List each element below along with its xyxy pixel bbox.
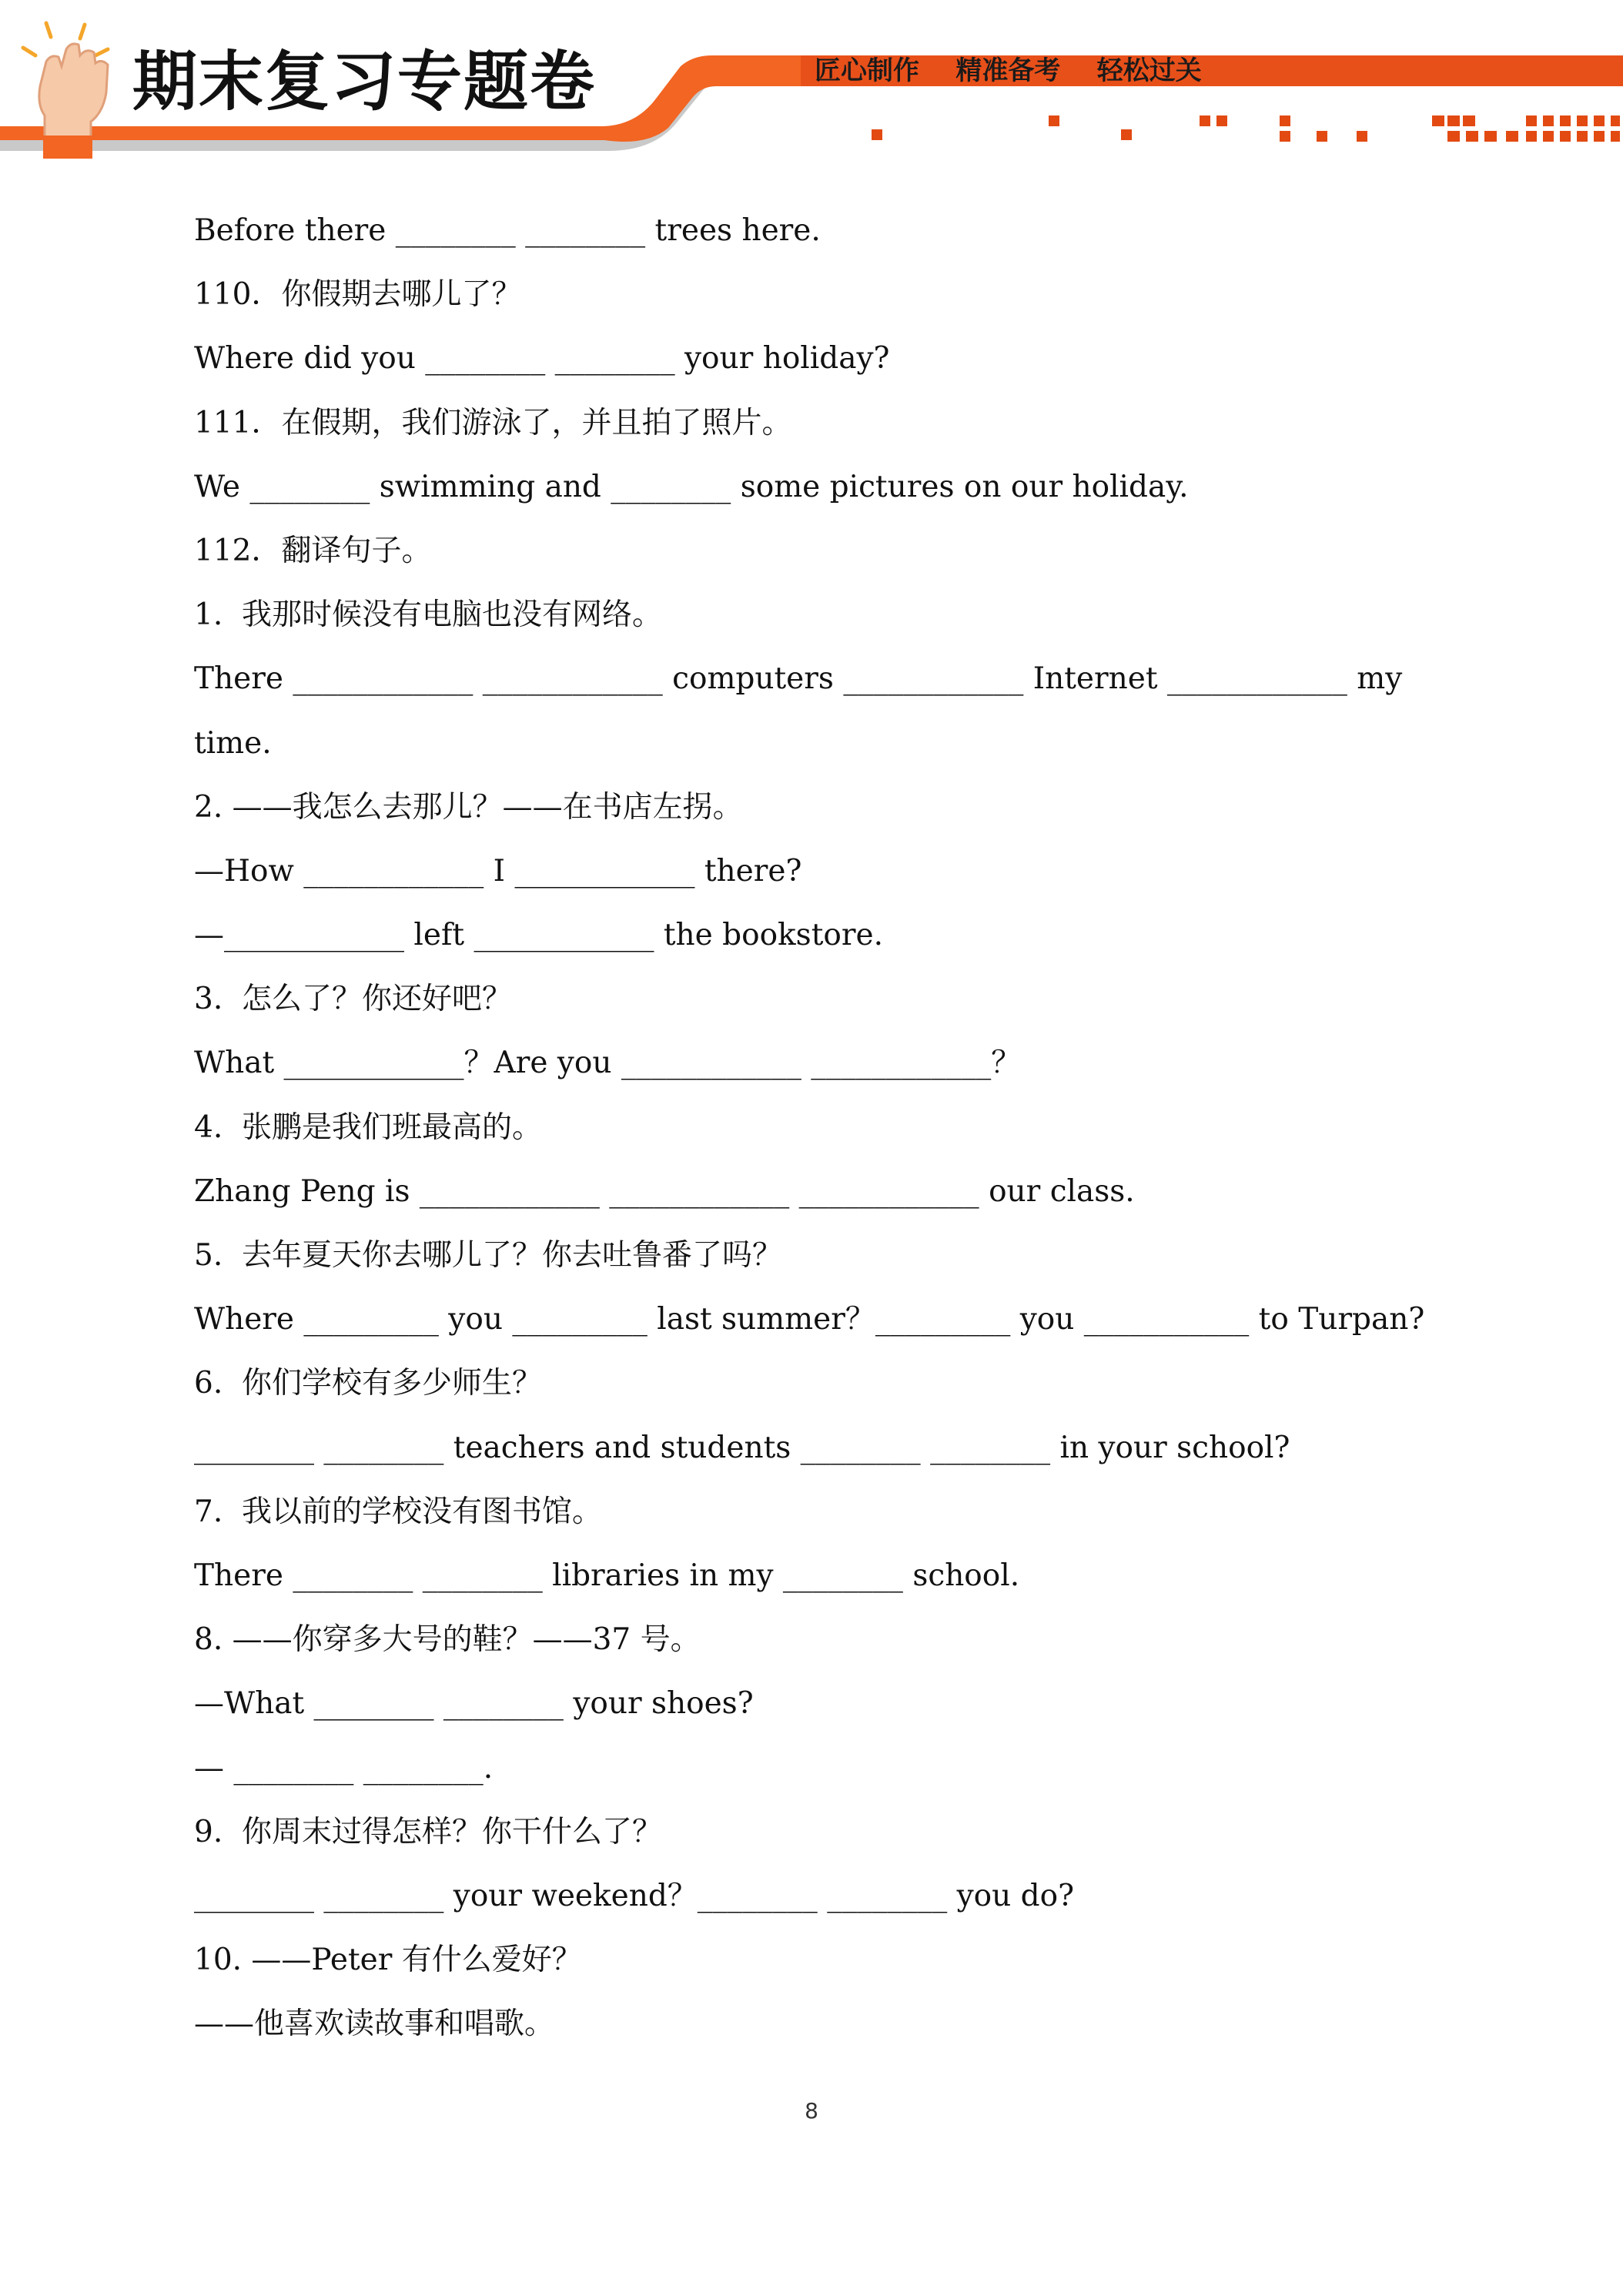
exercise-line: There ____________ ____________ computers ____________ Internet ____________ my xyxy=(194,661,1403,697)
header-title: 期末复习专题卷 xyxy=(132,44,597,119)
exercise-line: — ________ ________. xyxy=(194,1750,494,1786)
exercise-line: ________ ________ your weekend？________ ________ you do? xyxy=(194,1878,1074,1913)
question-112: 112．翻译句子。 xyxy=(194,533,432,568)
exercise-line: What ____________？Are you ____________ ____________？ xyxy=(194,1046,1022,1081)
exercise-line: —How ____________ I ____________ there? xyxy=(194,853,802,889)
exercise-line: ——他喜欢读故事和唱歌。 xyxy=(194,2006,555,2042)
hand-icon xyxy=(0,0,131,162)
sub-question-3: 3. 怎么了？你还好吧？ xyxy=(194,982,513,1017)
sub-question-6: 6. 你们学校有多少师生？ xyxy=(194,1366,543,1401)
question-110: 110．你假期去哪儿了？ xyxy=(194,277,522,313)
exercise-line: —What ________ ________ your shoes? xyxy=(194,1686,754,1722)
exercise-line: Zhang Peng is ____________ ____________ ____________ our class. xyxy=(194,1173,1135,1209)
question-111: 111．在假期，我们游泳了，并且拍了照片。 xyxy=(194,405,792,440)
exercise-line: ________ ________ teachers and students ________ ________ in your school? xyxy=(194,1430,1290,1465)
sub-question-7: 7. 我以前的学校没有图书馆。 xyxy=(194,1494,603,1529)
exercise-line: We ________ swimming and ________ some pictures on our holiday. xyxy=(194,469,1189,504)
sub-question-1: 1. 我那时候没有电脑也没有网络。 xyxy=(194,597,663,633)
sub-question-2: 2. ——我怎么去那儿？——在书店左拐。 xyxy=(194,789,743,825)
sub-question-5: 5. 去年夏天你去哪儿了？你去吐鲁番了吗？ xyxy=(194,1238,783,1273)
exercise-line: Where did you ________ ________ your holiday? xyxy=(194,341,890,377)
exercise-line: There ________ ________ libraries in my ________ school. xyxy=(194,1558,1020,1593)
page-number: 8 xyxy=(805,2098,818,2124)
exercise-line: Before there ________ ________ trees here. xyxy=(194,213,821,248)
sub-question-9: 9. 你周末过得怎样？你干什么了？ xyxy=(194,1814,663,1849)
sub-question-10: 10. ——Peter 有什么爱好？ xyxy=(194,1943,582,1978)
exercise-line: —____________ left ____________ the bookstore. xyxy=(194,918,883,953)
header-banner xyxy=(0,0,1623,162)
exercise-content xyxy=(194,206,1503,2063)
header-slogan: 匠心制作 精准备考 轻松过关 xyxy=(815,55,1202,86)
sub-question-8: 8. ——你穿多大号的鞋？——37 号。 xyxy=(194,1622,701,1658)
exercise-line: Where _________ you _________ last summer？_________ you ___________ to Turpan? xyxy=(194,1302,1425,1337)
sub-question-4: 4. 张鹏是我们班最高的。 xyxy=(194,1110,543,1145)
exercise-line: time. xyxy=(194,725,272,761)
